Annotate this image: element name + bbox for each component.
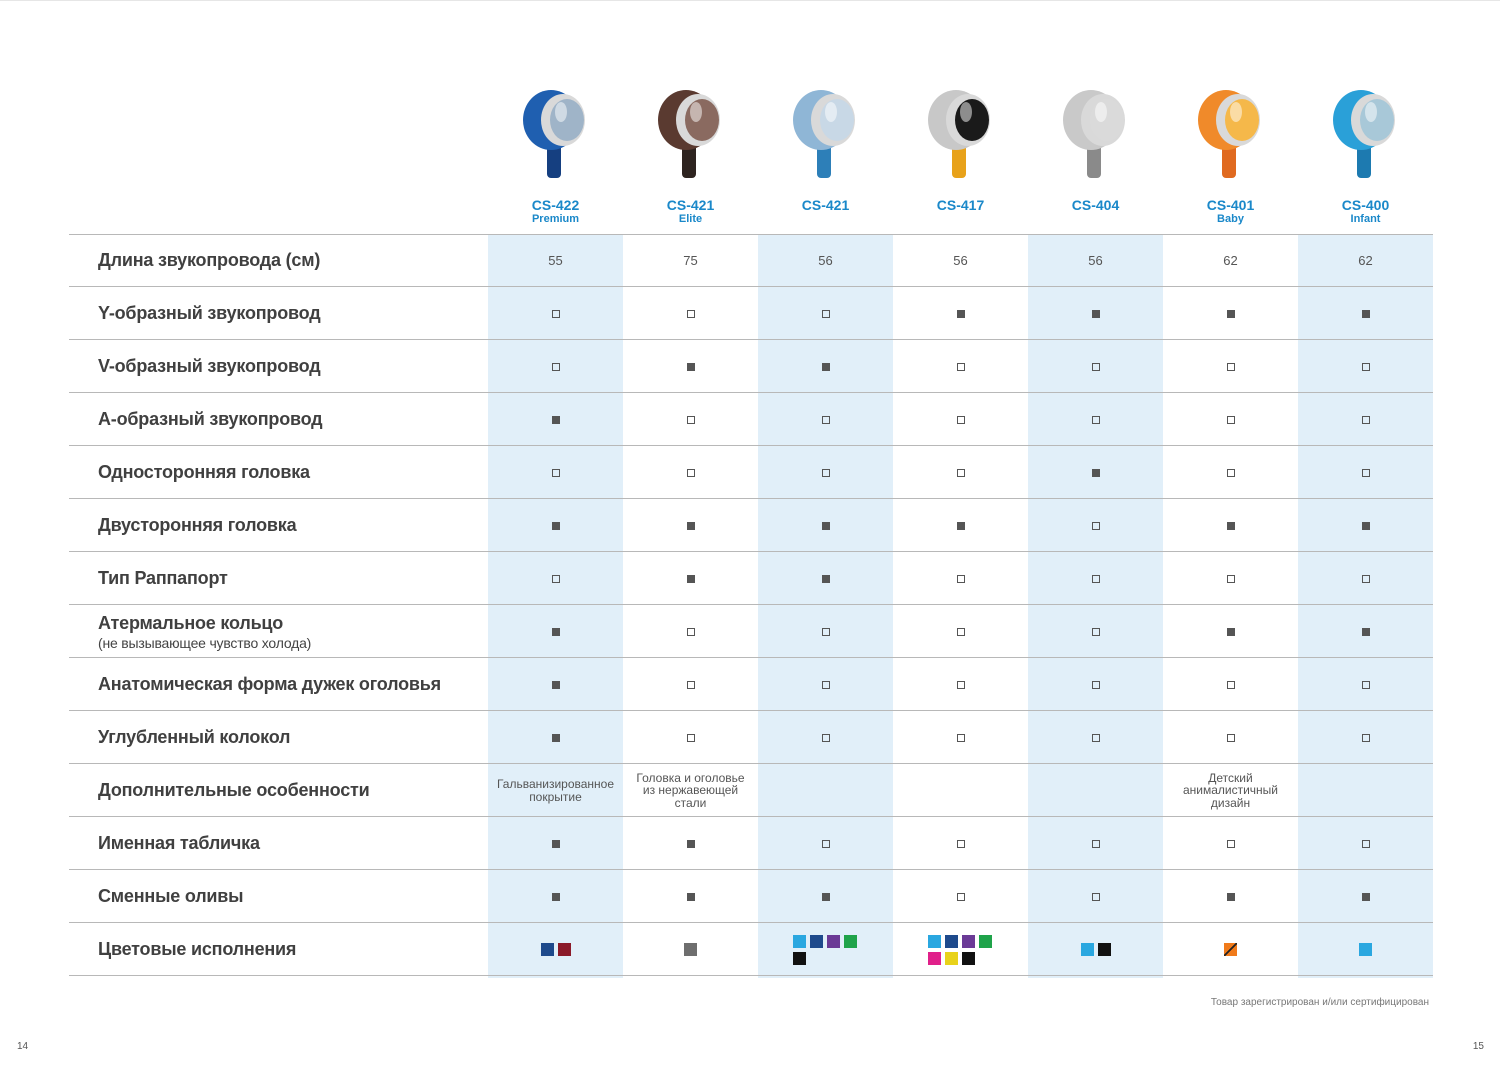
empty-square-icon [1227,416,1235,424]
row-label [98,817,498,870]
empty-square-icon [687,469,695,477]
color-swatch [827,935,840,948]
table-cell [623,552,758,605]
table-cell [1028,658,1163,711]
table-cell [1163,658,1298,711]
row-label-text: Двусторонняя головка [98,515,297,535]
table-cell [1163,870,1298,923]
table-cell [1298,605,1433,658]
filled-square-icon [687,363,695,371]
cell-note [493,778,618,803]
product-cs-400-infant [1298,78,1433,234]
table-cell [488,393,623,446]
row-label [98,552,498,605]
empty-square-icon [822,734,830,742]
table-cell [1028,605,1163,658]
empty-square-icon [957,363,965,371]
table-cell [893,234,1028,287]
product-name: CS-417 [936,197,985,213]
table-cell [488,340,623,393]
table-cell [1163,923,1298,976]
filled-square-icon [552,628,560,636]
table-cell [1028,764,1163,817]
empty-square-icon [822,416,830,424]
cell-note-line: Детский [1208,770,1253,785]
table-cell [1028,446,1163,499]
empty-square-icon [1362,363,1370,371]
empty-square-icon [1092,363,1100,371]
empty-square-icon [957,469,965,477]
table-cell [1163,446,1298,499]
product-subtitle: Premium [531,213,580,225]
table-row [69,340,1433,393]
cell-note [632,772,748,810]
filled-square-icon [552,734,560,742]
cell-value: 56 [818,253,833,268]
table-cell [1163,711,1298,764]
empty-square-icon [822,628,830,636]
empty-square-icon [1227,469,1235,477]
filled-square-icon [957,310,965,318]
table-cell [623,287,758,340]
cell-note-line: Головка и оголовье [636,770,745,785]
table-cell [1163,499,1298,552]
empty-square-icon [957,734,965,742]
color-swatch [684,943,697,956]
table-cell [1298,923,1433,976]
table-cell [488,552,623,605]
table-cell [623,393,758,446]
empty-square-icon [1362,575,1370,583]
table-cell [623,340,758,393]
table-cell [758,658,893,711]
row-label [98,393,498,446]
color-swatch [928,935,941,948]
table-cell [758,552,893,605]
table-cell [1298,552,1433,605]
comparison-table [69,0,1433,1067]
color-swatches [1326,943,1406,956]
filled-square-icon [1227,628,1235,636]
empty-square-icon [957,840,965,848]
table-cell [758,287,893,340]
product-cs-421-elite [623,78,758,234]
cell-note-line: покрытие [529,789,582,804]
table-cell [893,711,1028,764]
table-cell [623,446,758,499]
filled-square-icon [552,522,560,530]
table-row [69,499,1433,552]
color-swatches [651,943,731,956]
filled-square-icon [822,363,830,371]
table-row [69,817,1433,870]
row-label-text: Цветовые исполнения [98,939,297,959]
stethoscope-image-icon [1186,78,1276,188]
filled-square-icon [687,893,695,901]
table-cell [1163,287,1298,340]
table-cell [1028,393,1163,446]
empty-square-icon [1092,416,1100,424]
table-cell [488,870,623,923]
table-cell [758,870,893,923]
table-cell [758,446,893,499]
table-cell [623,499,758,552]
filled-square-icon [1227,893,1235,901]
table-cell [893,764,1028,817]
product-cs-422-premium [488,78,623,234]
filled-square-icon [552,416,560,424]
empty-square-icon [1092,575,1100,583]
color-swatch [1098,943,1111,956]
filled-square-icon [552,681,560,689]
table-cell [758,499,893,552]
color-swatch [962,935,975,948]
table-cell [893,446,1028,499]
table-cell [1298,870,1433,923]
product-cs-404 [1028,78,1163,234]
color-swatch [793,935,806,948]
filled-square-icon [552,840,560,848]
color-swatches [793,935,859,965]
cell-note-line: Гальванизированное [496,777,615,791]
row-label [98,923,498,976]
table-cell [488,605,623,658]
row-label-text: Именная табличка [98,833,260,853]
empty-square-icon [822,310,830,318]
empty-square-icon [1092,893,1100,901]
table-cell [488,764,623,817]
table-cell [488,499,623,552]
table-cell [623,711,758,764]
empty-square-icon [1092,681,1100,689]
filled-square-icon [822,575,830,583]
table-cell [1163,605,1298,658]
empty-square-icon [957,681,965,689]
table-cell [1298,446,1433,499]
filled-square-icon [1362,893,1370,901]
table-row [69,658,1433,711]
empty-square-icon [957,575,965,583]
color-swatch [541,943,554,956]
stethoscope-image-icon [1321,78,1411,188]
table-cell [1163,234,1298,287]
empty-square-icon [1362,734,1370,742]
table-cell [488,711,623,764]
empty-square-icon [1362,416,1370,424]
row-label [98,340,498,393]
color-swatches [928,935,994,965]
filled-square-icon [957,522,965,530]
table-cell [893,605,1028,658]
color-swatch [810,935,823,948]
table-row [69,605,1433,658]
product-name: CS-421 [666,197,715,213]
table-cell [623,870,758,923]
table-cell [1028,234,1163,287]
product-name: CS-400 [1341,197,1390,213]
row-label [98,711,498,764]
table-cell [1163,340,1298,393]
product-subtitle: Baby [1217,213,1244,225]
empty-square-icon [1227,575,1235,583]
color-swatches [1056,943,1136,956]
row-label-text: Атермальное кольцо [98,612,284,633]
table-cell [488,287,623,340]
table-cell [1298,287,1433,340]
row-label [98,658,498,711]
row-label-text: Y-образный звукопровод [98,303,321,323]
table-cell [623,605,758,658]
table-row [69,446,1433,499]
color-swatch [844,935,857,948]
empty-square-icon [1362,469,1370,477]
table-cell [623,817,758,870]
color-swatch [558,943,571,956]
table-cell [1028,499,1163,552]
empty-square-icon [552,575,560,583]
row-label-text: Односторонняя головка [98,462,310,482]
table-cell [1028,552,1163,605]
table-cell [1298,499,1433,552]
row-label [98,870,498,923]
table-cell [1298,340,1433,393]
table-row [69,923,1433,976]
empty-square-icon [1092,734,1100,742]
empty-square-icon [552,469,560,477]
table-row [69,711,1433,764]
empty-square-icon [957,893,965,901]
cell-value: 62 [1358,253,1373,268]
table-cell [893,923,1028,976]
product-subtitle: Infant [1350,213,1381,225]
table-cell [1028,711,1163,764]
empty-square-icon [957,628,965,636]
row-label-text: Анатомическая форма дужек оголовья [98,674,441,694]
table-cell [758,817,893,870]
color-swatches [1191,943,1271,956]
row-label [98,234,498,287]
empty-square-icon [1092,628,1100,636]
empty-square-icon [552,310,560,318]
color-swatch [945,952,958,965]
product-name: CS-422 [531,197,580,213]
table-cell [1028,287,1163,340]
table-divider [69,975,1433,976]
empty-square-icon [1362,840,1370,848]
color-swatches [516,943,596,956]
row-label-subtext: (не вызывающее чувство холода) [98,634,312,651]
table-cell [758,393,893,446]
table-cell [1298,393,1433,446]
row-label-text: V-образный звукопровод [98,356,321,376]
table-cell [893,658,1028,711]
filled-square-icon [1362,628,1370,636]
table-cell [488,446,623,499]
row-label-text: Углубленный колокол [98,727,291,747]
table-cell [758,764,893,817]
table-cell [1298,711,1433,764]
stethoscope-image-icon [511,78,601,188]
empty-square-icon [687,416,695,424]
table-cell [488,658,623,711]
empty-square-icon [552,363,560,371]
row-label-text: А-образный звукопровод [98,409,323,429]
color-swatch [1359,943,1372,956]
table-cell [1028,340,1163,393]
table-row [69,393,1433,446]
product-name: CS-421 [801,197,850,213]
filled-square-icon [1227,310,1235,318]
cell-value: 75 [683,253,698,268]
empty-square-icon [1092,840,1100,848]
empty-square-icon [1362,681,1370,689]
cell-value: 56 [953,253,968,268]
empty-square-icon [957,416,965,424]
page-number-right: 15 [1472,1041,1484,1052]
page-number-left: 14 [17,1041,29,1052]
cell-note-line: анималистичный [1182,783,1279,798]
row-label-text: Сменные оливы [98,886,244,906]
product-cs-417 [893,78,1028,234]
product-name: CS-404 [1071,197,1120,213]
empty-square-icon [1092,522,1100,530]
table-cell [1163,817,1298,870]
table-cell [488,923,623,976]
empty-square-icon [1227,840,1235,848]
stethoscope-image-icon [916,78,1006,188]
stethoscope-image-icon [646,78,736,188]
empty-square-icon [687,628,695,636]
row-label [98,764,498,817]
empty-square-icon [687,734,695,742]
cell-value: 56 [1088,253,1103,268]
table-cell [1163,393,1298,446]
row-label-text: Дополнительные особенности [98,780,370,800]
color-swatch [979,935,992,948]
color-swatch [945,935,958,948]
product-cs-421 [758,78,893,234]
row-label [98,605,498,658]
product-subtitle: Elite [678,213,703,225]
table-row [69,764,1433,817]
color-swatch-orange-striped [1224,943,1237,956]
table-row [69,870,1433,923]
table-cell [1028,923,1163,976]
table-row [69,234,1433,287]
cell-note-line: из нержавеющей [642,783,739,798]
table-cell [893,340,1028,393]
table-cell [758,340,893,393]
table-cell [758,234,893,287]
empty-square-icon [1227,734,1235,742]
row-label [98,446,498,499]
table-cell [1298,234,1433,287]
table-cell [623,234,758,287]
filled-square-icon [1227,522,1235,530]
cell-note-line: дизайн [1210,795,1251,810]
color-swatch [928,952,941,965]
table-cell [488,234,623,287]
row-label-text: Тип Раппапорт [98,568,228,588]
product-name: CS-401 [1206,197,1255,213]
table-cell [758,605,893,658]
empty-square-icon [687,681,695,689]
table-row [69,287,1433,340]
table-cell [1298,817,1433,870]
table-cell [1028,870,1163,923]
table-cell [1163,764,1298,817]
color-swatch [793,952,806,965]
table-cell [893,499,1028,552]
table-cell [623,764,758,817]
cell-value: 55 [548,253,563,268]
filled-square-icon [1362,522,1370,530]
empty-square-icon [687,310,695,318]
filled-square-icon [1362,310,1370,318]
empty-square-icon [822,840,830,848]
filled-square-icon [552,893,560,901]
row-label [98,287,498,340]
table-cell [1298,658,1433,711]
filled-square-icon [822,522,830,530]
table-row [69,552,1433,605]
cell-note [1179,772,1282,810]
filled-square-icon [1092,310,1100,318]
row-label [98,499,498,552]
product-cs-401-baby [1163,78,1298,234]
table-cell [1028,817,1163,870]
table-cell [893,817,1028,870]
table-cell [1163,552,1298,605]
table-cell [893,287,1028,340]
table-cell [623,658,758,711]
table-cell [758,923,893,976]
empty-square-icon [1227,363,1235,371]
table-cell [893,870,1028,923]
filled-square-icon [687,840,695,848]
filled-square-icon [1092,469,1100,477]
filled-square-icon [822,893,830,901]
empty-square-icon [822,469,830,477]
stethoscope-image-icon [1051,78,1141,188]
filled-square-icon [687,575,695,583]
table-cell [623,923,758,976]
cell-note-line: стали [674,795,707,810]
cell-value: 62 [1223,253,1238,268]
empty-square-icon [822,681,830,689]
color-swatch [962,952,975,965]
table-cell [1298,764,1433,817]
stethoscope-image-icon [781,78,871,188]
table-cell [488,817,623,870]
empty-square-icon [1227,681,1235,689]
table-cell [893,393,1028,446]
certification-footnote: Товар зарегистрирован и/или сертифицирован [1210,997,1429,1008]
row-label-text: Длина звукопровода (см) [98,250,321,270]
table-cell [758,711,893,764]
color-swatch [1081,943,1094,956]
filled-square-icon [687,522,695,530]
table-cell [893,552,1028,605]
